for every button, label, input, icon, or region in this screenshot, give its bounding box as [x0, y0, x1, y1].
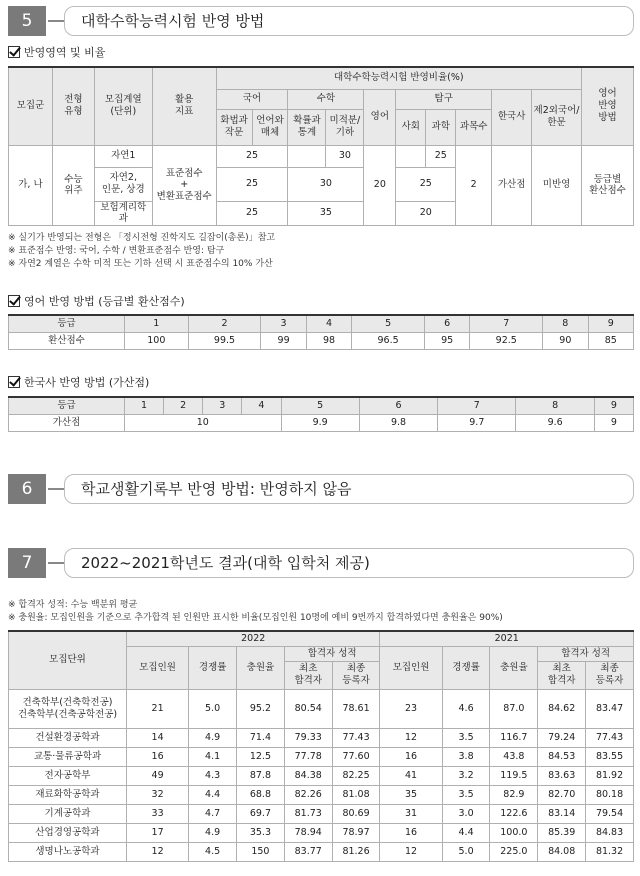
- bonus-cell: 9.7: [438, 414, 516, 431]
- results-table: [8, 630, 634, 862]
- section-number: 7: [8, 548, 46, 578]
- header-score: 합격자 성적: [538, 646, 634, 661]
- cell-value: 3.0: [442, 804, 490, 823]
- header-type: 전형 유형: [52, 67, 94, 145]
- cell-value: 3.2: [442, 766, 490, 785]
- grade-cell: 6: [424, 315, 469, 332]
- table-row: [9, 804, 634, 823]
- cell-value: 16: [127, 747, 189, 766]
- cell-math: 30: [326, 145, 364, 167]
- header-eng-method: 영어 반영 방법: [581, 67, 633, 145]
- header-year-2022: 2022: [127, 631, 380, 646]
- cell-value: 35: [380, 785, 442, 804]
- cell-value: 68.8: [237, 785, 285, 804]
- grade-cell: 9: [594, 397, 633, 414]
- header-inquiry: 탐구: [396, 89, 492, 109]
- cell-value: 82.70: [538, 785, 586, 804]
- cell-math-empty: [288, 145, 326, 167]
- header-grade: 등급: [9, 315, 125, 332]
- cell-value: 4.6: [442, 689, 490, 728]
- cell-value: 16: [380, 747, 442, 766]
- header-foreign: 제2외국어/ 한문: [532, 89, 582, 145]
- subheading-text: 한국사 반영 방법 (가산점): [24, 376, 150, 389]
- cell-value: 87.0: [490, 689, 538, 728]
- grade-cell: 1: [125, 315, 189, 332]
- cell-value: 4.7: [189, 804, 237, 823]
- table-row: [9, 728, 634, 747]
- cell-series: 보험계리학과: [94, 201, 152, 226]
- cell-value: 71.4: [237, 728, 285, 747]
- note-line: ※ 표준점수 반영: 국어, 수학 / 변환표준점수 반영: 탐구: [8, 246, 225, 256]
- header-group: 모집군: [9, 67, 53, 145]
- cell-value: 14: [127, 728, 189, 747]
- cell-eng: 20: [364, 145, 396, 226]
- cell-value: 81.32: [586, 842, 634, 861]
- table-row: [9, 823, 634, 842]
- header-inq-sub1: 사회: [396, 109, 426, 145]
- header-ratio: 대학수학능력시험 반영비율(%): [216, 67, 581, 89]
- score-cell: 85: [588, 332, 633, 349]
- cell-value: 81.92: [586, 766, 634, 785]
- bonus-cell: 9.6: [516, 414, 594, 431]
- cell-inq-empty: [396, 145, 426, 167]
- subheading-english: [8, 293, 185, 309]
- header-first-admit: 최초 합격자: [538, 661, 586, 689]
- cell-value: 16: [380, 823, 442, 842]
- cell-unit: 전자공학부: [9, 766, 127, 785]
- cell-value: 84.83: [586, 823, 634, 842]
- score-cell: 95: [424, 332, 469, 349]
- score-cell: 90: [543, 332, 588, 349]
- cell-value: 87.8: [237, 766, 285, 785]
- header-final-enroll: 최종 등록자: [586, 661, 634, 689]
- cell-value: 78.97: [332, 823, 380, 842]
- cell-index: 표준점수 + 변환표준점수: [152, 145, 216, 226]
- cell-value: 78.94: [284, 823, 332, 842]
- history-table: [8, 396, 634, 432]
- grade-cell: 7: [438, 397, 516, 414]
- header-history: 한국사: [492, 89, 532, 145]
- table-row: [9, 766, 634, 785]
- cell-unit: 재료화학공학과: [9, 785, 127, 804]
- section-title: 2022~2021학년도 결과(대학 입학처 제공): [64, 548, 634, 578]
- grade-cell: 8: [516, 397, 594, 414]
- cell-value: 4.9: [189, 728, 237, 747]
- cell-value: 84.38: [284, 766, 332, 785]
- cell-value: 78.61: [332, 689, 380, 728]
- subheading-history: [8, 374, 149, 390]
- cell-value: 84.53: [538, 747, 586, 766]
- header-series: 모집계열 (단위): [94, 67, 152, 145]
- cell-value: 81.26: [332, 842, 380, 861]
- section-number: 6: [8, 474, 46, 504]
- subheading-text: 반영영역 및 비율: [24, 46, 106, 59]
- bonus-cell: 9.9: [281, 414, 359, 431]
- cell-inq: 20: [396, 201, 456, 226]
- cell-kor: 25: [216, 167, 288, 201]
- grade-cell: 7: [470, 315, 543, 332]
- header-math: 수학: [288, 89, 364, 109]
- score-cell: 92.5: [470, 332, 543, 349]
- cell-group: 가, 나: [9, 145, 53, 226]
- cell-value: 82.26: [284, 785, 332, 804]
- cell-value: 83.47: [586, 689, 634, 728]
- cell-value: 49: [127, 766, 189, 785]
- cell-unit: 건축학부(건축학전공) 건축학부(건축공학전공): [9, 689, 127, 728]
- header-score: 합격자 성적: [284, 646, 380, 661]
- bonus-cell: 9: [594, 414, 633, 431]
- cell-value: 82.25: [332, 766, 380, 785]
- cell-math: 30: [288, 167, 364, 201]
- grade-cell: 4: [306, 315, 351, 332]
- cell-value: 83.77: [284, 842, 332, 861]
- cell-unit: 산업경영공학과: [9, 823, 127, 842]
- cell-value: 3.5: [442, 785, 490, 804]
- cell-unit: 건설환경공학과: [9, 728, 127, 747]
- section-6-header: [8, 474, 634, 504]
- cell-value: 77.43: [332, 728, 380, 747]
- cell-value: 77.60: [332, 747, 380, 766]
- score-cell: 100: [125, 332, 189, 349]
- header-quota: 모집인원: [127, 646, 189, 689]
- header-fill-rate: 충원율: [237, 646, 285, 689]
- grade-cell: 2: [164, 397, 203, 414]
- header-kor-sub2: 언어와 매체: [252, 109, 288, 145]
- header-bonus: 가산점: [9, 414, 125, 431]
- cell-value: 4.3: [189, 766, 237, 785]
- grade-cell: 5: [352, 315, 425, 332]
- cell-inq: 25: [396, 167, 456, 201]
- cell-value: 12: [380, 842, 442, 861]
- cell-value: 83.55: [586, 747, 634, 766]
- notes-section-5: [8, 232, 275, 271]
- header-score: 환산점수: [9, 332, 125, 349]
- score-cell: 99.5: [188, 332, 261, 349]
- subheading-text: 영어 반영 방법 (등급별 환산점수): [24, 295, 185, 308]
- cell-value: 5.0: [189, 689, 237, 728]
- note-line: ※ 충원율: 모집인원을 기준으로 추가합격 된 인원만 표시한 비율(모집인원 10명에 예비 9번까지 합격하였다면 충원율은 90%): [8, 613, 503, 623]
- header-first-admit: 최초 합격자: [284, 661, 332, 689]
- grade-cell: 3: [203, 397, 242, 414]
- cell-value: 4.5: [189, 842, 237, 861]
- cell-kor: 25: [216, 201, 288, 226]
- cell-value: 4.4: [189, 785, 237, 804]
- cell-value: 82.9: [490, 785, 538, 804]
- cell-value: 77.43: [586, 728, 634, 747]
- header-english: 영어: [364, 89, 396, 145]
- cell-value: 79.33: [284, 728, 332, 747]
- score-cell: 98: [306, 332, 351, 349]
- cell-value: 33: [127, 804, 189, 823]
- header-unit: 모집단위: [9, 631, 127, 689]
- header-math-sub1: 확률과 통계: [288, 109, 326, 145]
- cell-value: 122.6: [490, 804, 538, 823]
- note-line: ※ 실기가 반영되는 전형은 「정시전형 진학지도 길잡이(총론)」참고: [8, 233, 276, 243]
- cell-value: 85.39: [538, 823, 586, 842]
- cell-value: 17: [127, 823, 189, 842]
- header-competition: 경쟁률: [189, 646, 237, 689]
- cell-value: 31: [380, 804, 442, 823]
- header-quota: 모집인원: [380, 646, 442, 689]
- notes-section-7: [8, 599, 503, 625]
- cell-unit: 기계공학과: [9, 804, 127, 823]
- cell-value: 43.8: [490, 747, 538, 766]
- header-year-2021: 2021: [380, 631, 634, 646]
- header-final-enroll: 최종 등록자: [332, 661, 380, 689]
- table-row: [9, 747, 634, 766]
- grade-cell: 3: [261, 315, 306, 332]
- checkbox-icon: [8, 376, 20, 388]
- grade-cell: 4: [242, 397, 281, 414]
- header-fill-rate: 충원율: [490, 646, 538, 689]
- ratio-table: [8, 66, 634, 226]
- table-row: [9, 785, 634, 804]
- header-math-sub2: 미적분/ 기하: [326, 109, 364, 145]
- checkbox-icon: [8, 46, 20, 58]
- header-grade: 등급: [9, 397, 125, 414]
- table-row: [9, 689, 634, 728]
- section-5-header: [8, 6, 634, 36]
- cell-value: 116.7: [490, 728, 538, 747]
- cell-value: 77.78: [284, 747, 332, 766]
- subheading-ratio: [8, 44, 105, 60]
- cell-value: 79.24: [538, 728, 586, 747]
- cell-value: 83.63: [538, 766, 586, 785]
- header-index: 활용 지표: [152, 67, 216, 145]
- cell-value: 150: [237, 842, 285, 861]
- cell-value: 84.08: [538, 842, 586, 861]
- header-korean: 국어: [216, 89, 288, 109]
- cell-value: 79.54: [586, 804, 634, 823]
- cell-hist: 가산점: [492, 145, 532, 226]
- cell-value: 12: [380, 728, 442, 747]
- cell-value: 95.2: [237, 689, 285, 728]
- cell-value: 80.18: [586, 785, 634, 804]
- note-line: ※ 합격자 성적: 수능 백분위 평균: [8, 600, 138, 610]
- cell-eng-method: 등급별 환산점수: [581, 145, 633, 226]
- table-row: [9, 842, 634, 861]
- cell-value: 119.5: [490, 766, 538, 785]
- cell-value: 81.08: [332, 785, 380, 804]
- section-7-header: [8, 548, 634, 578]
- cell-value: 69.7: [237, 804, 285, 823]
- cell-value: 21: [127, 689, 189, 728]
- cell-value: 5.0: [442, 842, 490, 861]
- cell-value: 4.4: [442, 823, 490, 842]
- cell-value: 225.0: [490, 842, 538, 861]
- connector-line: [48, 20, 64, 22]
- cell-value: 3.8: [442, 747, 490, 766]
- cell-value: 3.5: [442, 728, 490, 747]
- cell-foreign: 미반영: [532, 145, 582, 226]
- cell-value: 23: [380, 689, 442, 728]
- cell-unit: 교통·물류공학과: [9, 747, 127, 766]
- cell-value: 84.62: [538, 689, 586, 728]
- cell-unit: 생명나노공학과: [9, 842, 127, 861]
- connector-line: [48, 488, 64, 490]
- header-inq-sub3: 과목수: [456, 109, 492, 145]
- cell-value: 100.0: [490, 823, 538, 842]
- cell-value: 41: [380, 766, 442, 785]
- section-number: 5: [8, 6, 46, 36]
- cell-value: 12: [127, 842, 189, 861]
- cell-series: 자연2, 인문, 상경: [94, 167, 152, 201]
- cell-series: 자연1: [94, 145, 152, 167]
- cell-value: 81.73: [284, 804, 332, 823]
- section-title: 대학수학능력시험 반영 방법: [64, 6, 634, 36]
- cell-value: 4.9: [189, 823, 237, 842]
- cell-value: 83.14: [538, 804, 586, 823]
- grade-cell: 5: [281, 397, 359, 414]
- english-table: [8, 314, 634, 350]
- cell-value: 4.1: [189, 747, 237, 766]
- cell-value: 80.54: [284, 689, 332, 728]
- bonus-merged-cell: 10: [125, 414, 282, 431]
- cell-value: 80.69: [332, 804, 380, 823]
- cell-value: 32: [127, 785, 189, 804]
- cell-kor: 25: [216, 145, 288, 167]
- note-line: ※ 자연2 계열은 수학 미적 또는 기하 선택 시 표준점수의 10% 가산: [8, 259, 273, 269]
- section-title: 학교생활기록부 반영 방법: 반영하지 않음: [64, 474, 634, 504]
- score-cell: 96.5: [352, 332, 425, 349]
- cell-math: 35: [288, 201, 364, 226]
- score-cell: 99: [261, 332, 306, 349]
- grade-cell: 2: [188, 315, 261, 332]
- header-kor-sub1: 화법과 작문: [216, 109, 252, 145]
- cell-inq: 25: [426, 145, 456, 167]
- header-inq-sub2: 과학: [426, 109, 456, 145]
- grade-cell: 1: [125, 397, 164, 414]
- connector-line: [48, 562, 64, 564]
- grade-cell: 6: [359, 397, 437, 414]
- cell-type: 수능 위주: [52, 145, 94, 226]
- cell-subjects: 2: [456, 145, 492, 226]
- checkbox-icon: [8, 295, 20, 307]
- header-competition: 경쟁률: [442, 646, 490, 689]
- cell-value: 12.5: [237, 747, 285, 766]
- grade-cell: 9: [588, 315, 633, 332]
- grade-cell: 8: [543, 315, 588, 332]
- cell-value: 35.3: [237, 823, 285, 842]
- bonus-cell: 9.8: [359, 414, 437, 431]
